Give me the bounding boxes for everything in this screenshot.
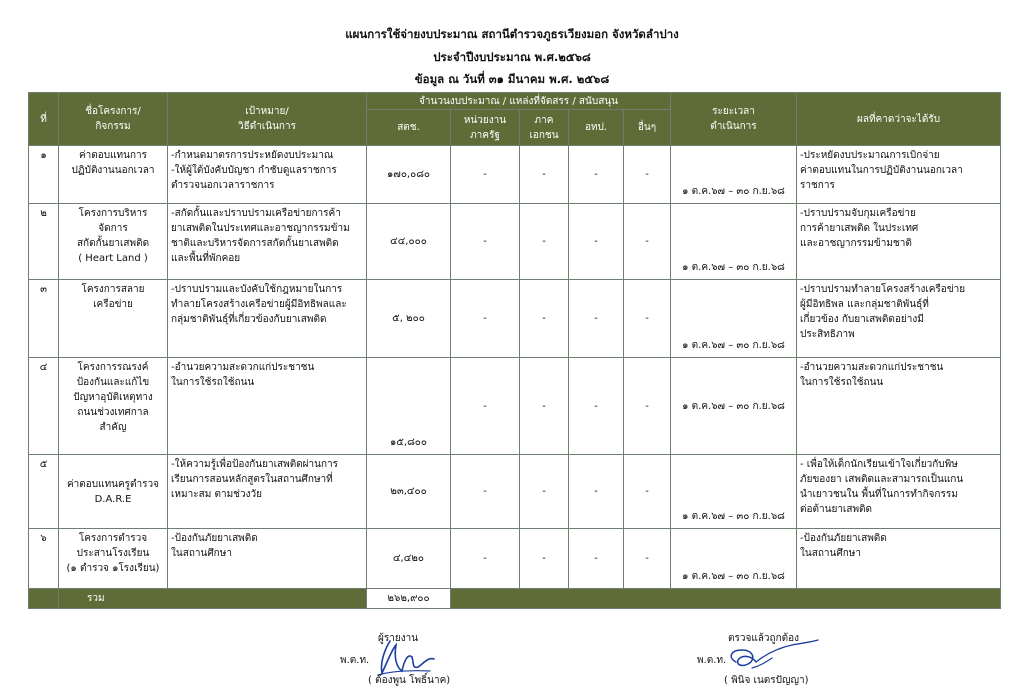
gov-budget: - [451,280,520,358]
period: ๑ ต.ค.๖๗ – ๓๐ ก.ย.๖๘ [671,358,797,455]
total-label: รวม [59,589,367,609]
row-number: ๒ [29,204,59,280]
private-budget: - [520,358,569,455]
reporter-signature [372,637,442,679]
verifier-name: ( พินิจ เนตรปัญญา) [724,675,809,686]
expected-result: -ปราบปรามจับกุมเครือข่าย การค้ายาเสพติด ในประเทศ และอาชญากรรมข้ามชาติ [797,204,1001,280]
col-gov-header: หน่วยงาน ภาครัฐ [451,110,520,146]
period: ๑ ต.ค.๖๗ – ๓๐ ก.ย.๖๘ [671,455,797,529]
local-budget: - [569,280,624,358]
reporter-caption: ผู้รายงาน [378,633,419,644]
project-name: โครงการตำรวจ ประสานโรงเรียน (๑ ตำรวจ ๑โรงเรียน) [59,529,168,589]
period: ๑ ต.ค.๖๗ – ๓๐ ก.ย.๖๘ [671,529,797,589]
fiscal-year: ประจำปีงบประมาณ พ.ศ.๒๕๖๘ [433,50,591,64]
local-budget: - [569,455,624,529]
total-amount: ๒๖๒,๙๐๐ [367,589,451,609]
private-budget: - [520,455,569,529]
col-police-header: สตช. [367,110,451,146]
other-budget: - [624,529,671,589]
table-row [29,529,1001,589]
table-row [29,358,1001,455]
private-budget: - [520,146,569,204]
expected-result: - เพื่อให้เด็กนักเรียนเข้าใจเกี่ยวกับพิษ ภัยของยา เสพติดและสามารถเป็นแกน นำเยาวชนใน พื้นที่ในการทำกิจกรรม ต่อต้านยาเสพติด [797,455,1001,529]
target-method: -ปราบปรามและบังคับใช้กฎหมายในการ ทำลายโครงสร้างเครือข่ายผู้มีอิทธิพลและ กลุ่มชาติพันธุ์ที่เกี่ยวข้องกับยาเสพติด [168,280,367,358]
private-budget: - [520,204,569,280]
local-budget: - [569,146,624,204]
project-name: ค่าตอบแทนครูตำรวจ D.A.R.E [59,455,168,529]
expected-result: -อำนวยความสะดวกแก่ประชาชน ในการใช้รถใช้ถนน [797,358,1001,455]
table-header [29,93,1001,146]
gov-budget: - [451,204,520,280]
police-budget: ๑๗๐,๐๘๐ [367,146,451,204]
gov-budget: - [451,455,520,529]
reporter-rank: พ.ต.ท. [340,655,370,666]
col-budget-group-header: จำนวนงบประมาณ / แหล่งที่จัดสรร / สนับสนุน [367,93,671,110]
row-number: ๖ [29,529,59,589]
gov-budget: - [451,358,520,455]
expected-result: -ประหยัดงบประมาณการเบิกจ่าย ค่าตอบแทนในการปฏิบัติงานนอกเวลา ราชการ [797,146,1001,204]
col-other-header: อื่นๆ [624,110,671,146]
col-target-header: เป้าหมาย/ วิธีดำเนินการ [168,93,367,146]
data-date: ข้อมูล ณ วันที่ ๓๑ มีนาคม พ.ศ. ๒๕๖๘ [414,72,610,86]
row-number: ๔ [29,358,59,455]
row-number: ๑ [29,146,59,204]
police-budget: ๕, ๒๐๐ [367,280,451,358]
verifier-caption: ตรวจแล้วถูกต้อง [728,633,800,644]
row-number: ๓ [29,280,59,358]
row-number: ๕ [29,455,59,529]
col-private-header: ภาค เอกชน [520,110,569,146]
police-budget: ๒๓,๔๐๐ [367,455,451,529]
police-budget: ๑๕,๘๐๐ [367,358,451,455]
col-no-header: ที่ [29,93,59,146]
target-method: -ให้ความรู้เพื่อป้องกันยาเสพติดผ่านการ เรียนการสอนหลักสูตรในสถานศึกษาที่ เหมาะสม ตามช่วงวัย [168,455,367,529]
project-name: โครงการสลาย เครือข่าย [59,280,168,358]
expected-result: -ปราบปรามทำลายโครงสร้างเครือข่าย ผู้มีอิทธิพล และกลุ่มชาติพันธุ์ที่ เกี่ยวข้อง กับยาเสพติดอย่างมี ประสิทธิภาพ [797,280,1001,358]
project-name: โครงการรณรงค์ ป้องกันและแก้ไข ปัญหาอุบัติเหตุทาง ถนนช่วงเทศกาล สำคัญ [59,358,168,455]
other-budget: - [624,455,671,529]
budget-table [28,92,1001,609]
table-row [29,455,1001,529]
table-row [29,204,1001,280]
local-budget: - [569,358,624,455]
reporter-name: ( ต้องพูน โพธิ์นาค) [368,675,451,686]
target-method: -อำนวยความสะดวกแก่ประชาชน ในการใช้รถใช้ถนน [168,358,367,455]
period: ๑ ต.ค.๖๗ – ๓๐ ก.ย.๖๘ [671,146,797,204]
target-method: -ป้องกันภัยยาเสพติด ในสถานศึกษา [168,529,367,589]
target-method: -สกัดกั้นและปราบปรามเครือข่ายการค้า ยาเสพติดในประเทศและอาชญากรรมข้าม ชาติและบริหารจัดการสกัดกั้นยาเสพติด และพื้นที่พักคอย [168,204,367,280]
table-row [29,146,1001,204]
gov-budget: - [451,146,520,204]
expected-result: -ป้องกันภัยยาเสพติด ในสถานศึกษา [797,529,1001,589]
col-project-header: ชื่อโครงการ/ กิจกรรม [59,93,168,146]
other-budget: - [624,146,671,204]
project-name: โครงการบริหาร จัดการ สกัดกั้นยาเสพติด ( Heart Land ) [59,204,168,280]
police-budget: ๔,๔๒๐ [367,529,451,589]
local-budget: - [569,204,624,280]
period: ๑ ต.ค.๖๗ – ๓๐ ก.ย.๖๘ [671,280,797,358]
private-budget: - [520,529,569,589]
police-budget: ๔๔,๐๐๐ [367,204,451,280]
private-budget: - [520,280,569,358]
col-result-header: ผลที่คาดว่าจะได้รับ [797,93,1001,146]
verifier-signature [722,636,822,676]
total-row [29,589,1001,609]
verifier-rank: พ.ต.ท. [697,655,727,666]
col-period-header: ระยะเวลา ดำเนินการ [671,93,797,146]
other-budget: - [624,204,671,280]
target-method: -กำหนดมาตรการประหยัดงบประมาณ -ให้ผู้ใต้บังคับบัญชา กำชับดูแลราชการ ตำรวจนอกเวลาราชการ [168,146,367,204]
other-budget: - [624,358,671,455]
gov-budget: - [451,529,520,589]
period: ๑ ต.ค.๖๗ – ๓๐ ก.ย.๖๘ [671,204,797,280]
table-row [29,280,1001,358]
col-local-header: อทป. [569,110,624,146]
local-budget: - [569,529,624,589]
project-name: ค่าตอบแทนการ ปฏิบัติงานนอกเวลา [59,146,168,204]
other-budget: - [624,280,671,358]
document-title: แผนการใช้จ่ายงบประมาณ สถานีตำรวจภูธรเวียงมอก จังหวัดลำปาง [345,27,679,41]
